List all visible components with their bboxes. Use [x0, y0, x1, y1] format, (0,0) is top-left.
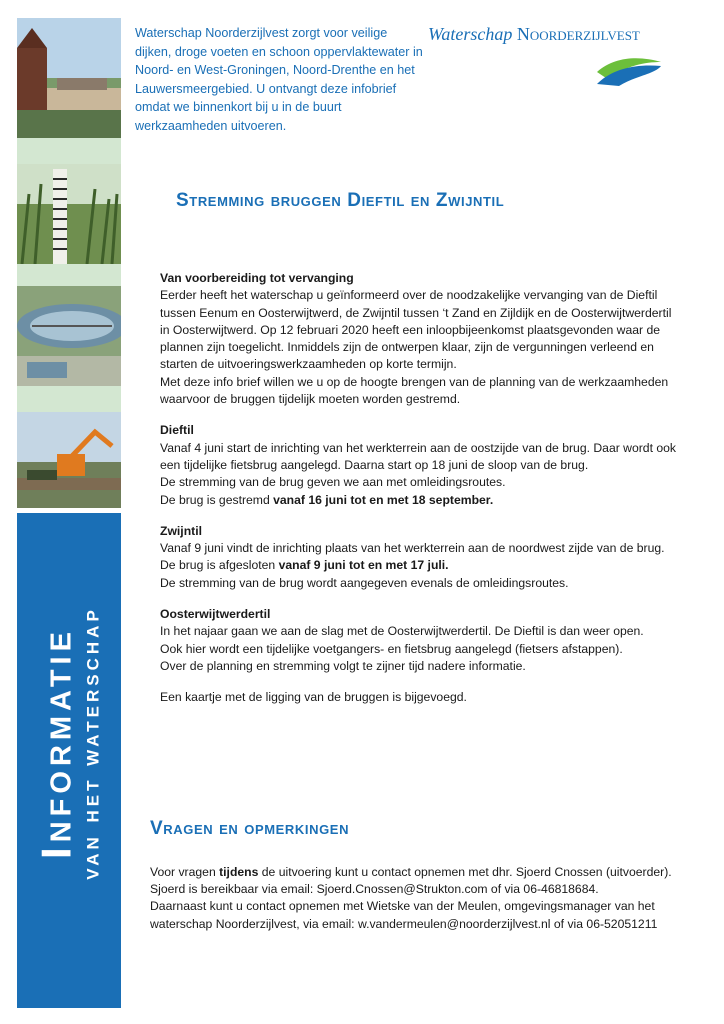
section-text: Eerder heeft het waterschap u geïnformeerd over de noodzakelijke vervanging van de Dieftil tussen Eenum en Oosterwijtwerd, de Zwijntil tussen ‘t Zand en Zijldijk en de Oosterwijtwerdertil in Oosterwijtwerd. Op 12 februari 2020 heeft een inloopbijeenkomst plaatsgevonden waar de plannen zijn toegelicht. Inmiddels zijn de ontwerpen klaar, zijn de vergunningen verleend en starten de uitvoeringswerkzaamheden op korte termijn.	[160, 288, 672, 372]
section-text: Met deze info brief willen we u op de hoogte brengen van de planning van de werkzaamheden waarvoor de bruggen tijdelijk moeten worden gestremd.	[160, 374, 669, 407]
section-text: Vanaf 4 juni start de inrichting van het werkterrein aan de oostzijde van de brug. Daar wordt ook een tijdelijke fietsbrug aangelegd. Daarna start op 18 juni de sloop van de brug.	[160, 440, 677, 472]
logo-word-waterschap: Waterschap	[428, 24, 513, 44]
closure-period-line	[160, 540, 680, 575]
contact-title: Vragen en opmerkingen	[150, 818, 350, 839]
info-banner	[17, 513, 121, 1008]
separator-strip	[17, 386, 121, 412]
section-text: In het najaar gaan we aan de slag met de Oosterwijtwerdertil. De Dieftil is dan weer open.	[160, 624, 644, 639]
logo-wordmark	[428, 24, 668, 45]
contact-text: Voor vragen	[150, 865, 220, 879]
side-column	[17, 18, 121, 1008]
photo-treatment-plant	[17, 286, 121, 386]
section-text: Ook hier wordt een tijdelijke voetgangers- en fietsbrug aangelegd (fietsers afstappen).	[160, 641, 623, 656]
section-heading: Van voorbereiding tot vervanging	[160, 271, 354, 285]
section-dieftil	[160, 422, 680, 508]
section-voorbereiding	[160, 270, 680, 408]
separator-strip	[17, 264, 121, 286]
section-zwijntil	[160, 523, 680, 592]
banner-title-line1: Informatie	[32, 627, 80, 859]
intro-text: Waterschap Noorderzijlvest zorgt voor veilige dijken, droge voeten en schoon oppervlaktewater in Noord- en West-Groningen, Noord-Drenthe en het Lauwersmeergebied. U ontvangt deze infobrief omdat we binnenkort bij u in de buurt werkzaamheden uitvoeren.	[135, 26, 423, 133]
section-heading: Zwijntil	[160, 523, 202, 538]
section-heading: Dieftil	[160, 423, 194, 438]
photo-pumping-station	[17, 18, 121, 138]
section-text: Over de planning en stremming volgt te zijner tijd nadere informatie.	[160, 658, 526, 673]
main-content	[160, 270, 680, 707]
section-heading: Oosterwijtwerdertil	[160, 607, 271, 622]
contact-paragraph-1	[150, 864, 690, 898]
contact-content	[150, 864, 690, 933]
logo-waves-icon	[595, 54, 663, 93]
contact-text: de uitvoering kunt u contact opnemen met dhr. Sjoerd Cnossen (uitvoerder). Sjoerd is bereikbaar via email: Sjoerd.Cnossen@Strukton.com of via 06-46818684.	[150, 865, 672, 897]
contact-emphasis: tijdens	[219, 865, 259, 879]
section-text: De stremming van de brug geven we aan met omleidingsroutes.	[160, 475, 506, 490]
photo-excavator	[17, 412, 121, 508]
map-note: Een kaartje met de ligging van de bruggen is bijgevoegd.	[160, 690, 467, 705]
closure-label: De brug is gestremd	[160, 492, 274, 507]
contact-paragraph-2: Daarnaast kunt u contact opnemen met Wietske van der Meulen, omgevingsmanager van het waterschap Noorderzijlvest, via email: w.vandermeulen@noorderzijlvest.nl of via 06-52051211	[150, 899, 658, 931]
closure-period-line	[160, 492, 680, 509]
section-text: Vanaf 9 juni vindt de inrichting plaats van het werkterrein aan de noordwest zijde van de brug. De brug is afgesloten	[160, 541, 665, 573]
section-oosterwijtwerdertil	[160, 606, 680, 675]
banner-title-line2: van het waterschap	[77, 606, 105, 880]
section-text: De stremming van de brug wordt aangegeven evenals de omleidingsroutes.	[160, 575, 569, 590]
closure-dates: vanaf 16 juni tot en met 18 september.	[273, 492, 494, 507]
banner-title	[34, 606, 103, 880]
page-title: Stremming bruggen Dieftil en Zwijntil	[176, 190, 505, 211]
closure-dates: vanaf 9 juni tot en met 17 juli.	[278, 558, 449, 573]
separator-strip	[17, 138, 121, 164]
logo-word-noorderzijlvest: Noorderzijlvest	[516, 24, 640, 44]
photo-reeds-gauge	[17, 164, 121, 264]
